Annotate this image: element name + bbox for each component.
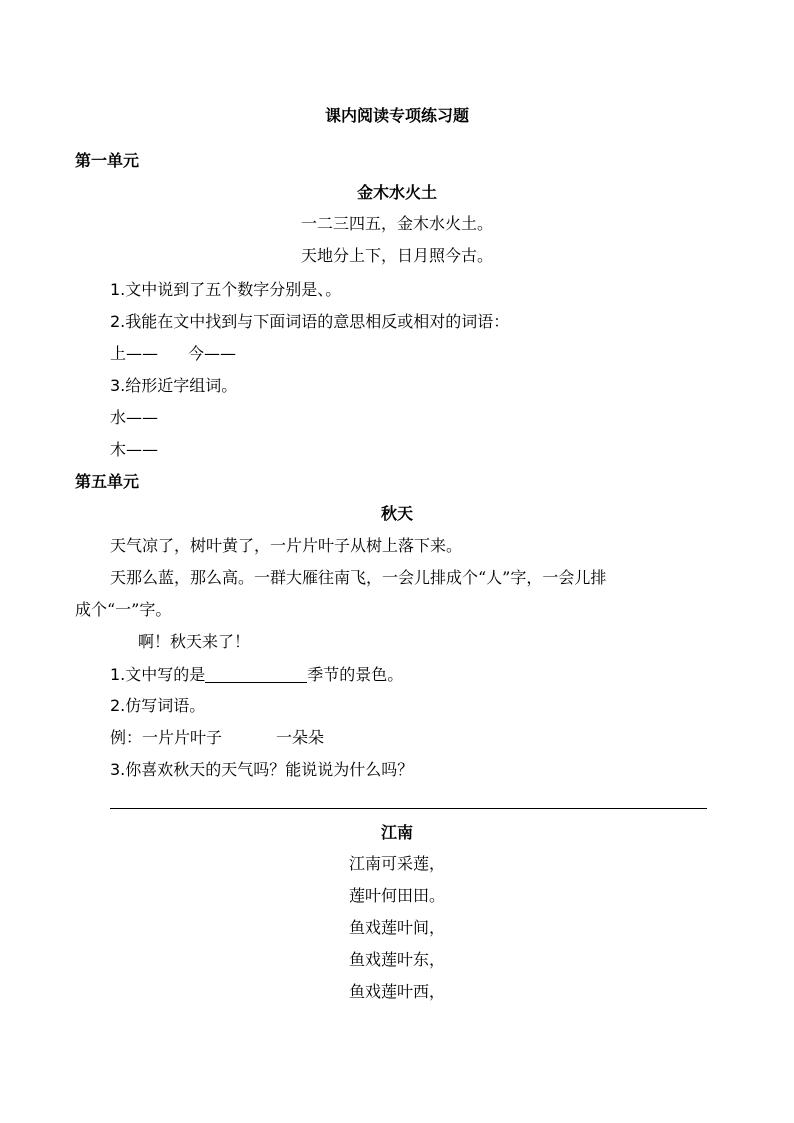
unit1-question-2: 2.我能在文中找到与下面词语的意思相反或相对的词语： — [110, 312, 510, 331]
unit5-q1-suffix: 季节的景色。 — [307, 665, 404, 684]
unit5-q2-example-a: 例：一片片叶子 — [110, 728, 223, 747]
jiangnan-line-5: 鱼戏莲叶西， — [348, 982, 445, 1001]
unit1-poem-line-1: 一二三四五，金木水火土。 — [300, 214, 493, 233]
unit5-question-2: 2.仿写词语。 — [110, 696, 206, 715]
jiangnan-line-2: 莲叶何田田。 — [348, 886, 445, 905]
unit1-q3-word-b: 木—— — [110, 440, 159, 459]
unit5-paragraph-2-line-1: 天那么蓝，那么高。一群大雁往南飞，一会儿排成个“人”字，一会儿排 — [110, 568, 607, 587]
unit5-paragraph-3: 啊！秋天来了！ — [138, 632, 251, 651]
unit1-passage-title: 金木水火土 — [356, 183, 437, 202]
unit5-heading: 第五单元 — [75, 472, 140, 491]
unit1-poem-line-2: 天地分上下，日月照今古。 — [300, 246, 493, 265]
jiangnan-line-3: 鱼戏莲叶间， — [348, 918, 445, 937]
unit5-paragraph-1: 天气凉了，树叶黄了，一片片叶子从树上落下来。 — [110, 536, 463, 555]
unit1-question-3: 3.给形近字组词。 — [110, 376, 238, 395]
unit1-q2-word-a: 上—— — [110, 344, 159, 363]
jiangnan-line-4: 鱼戏莲叶东， — [348, 950, 445, 969]
unit5-q1-prefix: 1.文中写的是 — [110, 665, 206, 684]
unit1-q2-word-b: 今—— — [188, 344, 237, 363]
unit5-q2-example-b: 一朵朵 — [276, 728, 325, 747]
horizontal-rule — [110, 808, 707, 809]
document-title: 课内阅读专项练习题 — [324, 106, 469, 125]
jiangnan-line-1: 江南可采莲， — [348, 854, 445, 873]
jiangnan-title: 江南 — [380, 823, 413, 842]
unit1-heading: 第一单元 — [75, 151, 140, 170]
unit1-question-2-answers — [110, 346, 236, 362]
unit5-paragraph-2-line-2: 成个“一”字。 — [75, 600, 172, 619]
unit5-question-1 — [110, 666, 403, 683]
unit1-q3-word-a: 水—— — [110, 408, 159, 427]
answer-blank[interactable] — [205, 666, 307, 683]
unit5-passage-title: 秋天 — [380, 504, 413, 523]
unit1-question-1: 1.文中说到了五个数字分别是、。 — [110, 280, 342, 299]
unit5-question-2-example — [110, 730, 324, 746]
unit5-question-3: 3.你喜欢秋天的天气吗？能说说为什么吗？ — [110, 760, 414, 779]
